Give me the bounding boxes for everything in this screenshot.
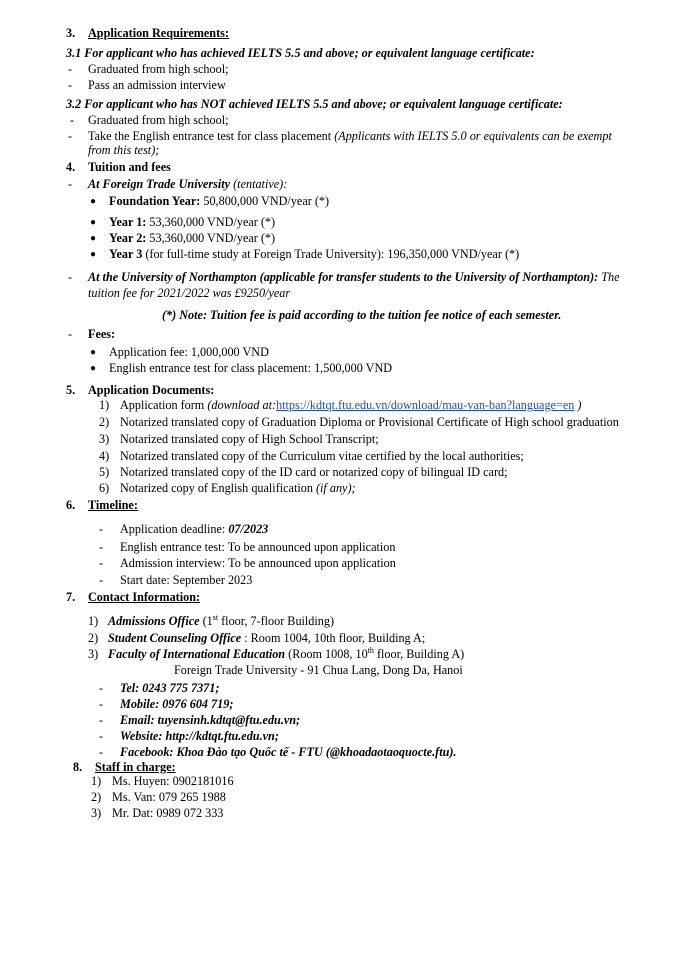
- document-item: Notarized copy of English qualification (if any);: [120, 481, 356, 495]
- northampton-heading: At the University of Northampton (applicable for transfer students to the University of Northampton): The: [88, 270, 620, 284]
- document-item: Notarized translated copy of High School Transcript;: [120, 432, 379, 446]
- dash: -: [68, 177, 73, 191]
- list-number: 4): [99, 449, 110, 463]
- contact-mobile: Mobile: 0976 604 719;: [120, 697, 234, 711]
- requirement-item: Take the English entrance test for class placement (Applicants with IELTS 5.0 or equivalents can be exempt: [88, 129, 612, 143]
- fee-year-2: Year 2: 53,360,000 VND/year (*): [109, 231, 276, 245]
- staff-item: Mr. Dat: 0989 072 333: [112, 806, 224, 820]
- list-number: 6): [99, 481, 110, 495]
- fee-year-1: Year 1: 53,360,000 VND/year (*): [109, 215, 276, 229]
- section-4-title: Tuition and fees: [88, 160, 171, 174]
- section-3-number: 3.: [66, 26, 76, 40]
- dash: -: [99, 573, 104, 587]
- bullet-icon: ●: [90, 363, 97, 374]
- requirement-item: Graduated from high school;: [88, 62, 229, 76]
- list-number: 3): [88, 647, 99, 661]
- dash: -: [99, 697, 104, 711]
- requirement-item: Graduated from high school;: [88, 113, 229, 127]
- list-number: 1): [91, 774, 102, 788]
- dash: -: [68, 327, 73, 341]
- list-number: 5): [99, 465, 110, 479]
- requirement-item: Pass an admission interview: [88, 78, 226, 92]
- list-number: 2): [88, 631, 99, 645]
- section-5-title: Application Documents:: [88, 383, 215, 397]
- section-8-number: 8.: [73, 760, 83, 774]
- dash: -: [99, 729, 104, 743]
- section-6-number: 6.: [66, 498, 76, 512]
- dash: -: [99, 540, 104, 554]
- bullet-icon: ●: [90, 196, 97, 207]
- document-item: Notarized translated copy of Graduation Diploma or Provisional Certificate of High school graduation: [120, 415, 619, 429]
- contact-office: Faculty of International Education (Room 1008, 10th floor, Building A): [108, 645, 465, 661]
- ftu-heading: At Foreign Trade University (tentative):: [88, 177, 288, 191]
- dash: -: [99, 522, 104, 536]
- section-3-title: Application Requirements:: [88, 26, 229, 40]
- list-number: 3): [91, 806, 102, 820]
- section-3-2-heading: 3.2 For applicant who has NOT achieved IELTS 5.5 and above; or equivalent language certificate:: [66, 97, 563, 111]
- timeline-item: Start date: September 2023: [120, 573, 253, 587]
- list-number: 1): [88, 614, 99, 628]
- fee-item: Application fee: 1,000,000 VND: [109, 345, 269, 359]
- dash: -: [68, 129, 73, 143]
- fee-item: English entrance test for class placement: 1,500,000 VND: [109, 361, 393, 375]
- contact-email: Email: tuyensinh.kdtqt@ftu.edu.vn;: [120, 713, 301, 727]
- dash: -: [68, 62, 73, 76]
- staff-item: Ms. Huyen: 0902181016: [112, 774, 234, 788]
- tuition-note: (*) Note: Tuition fee is paid according to the tuition fee notice of each semester.: [162, 308, 562, 322]
- contact-facebook: Facebook: Khoa Đào tạo Quốc tế - FTU (@khoadaotaoquocte.ftu).: [120, 745, 457, 759]
- section-3-1-heading: 3.1 For applicant who has achieved IELTS 5.5 and above; or equivalent language certificate:: [66, 46, 535, 60]
- dash: -: [99, 713, 104, 727]
- document-item: Notarized translated copy of the ID card or notarized copy of bilingual ID card;: [120, 465, 508, 479]
- contact-tel: Tel: 0243 775 7371;: [120, 681, 220, 695]
- section-7-number: 7.: [66, 590, 76, 604]
- section-4-number: 4.: [66, 160, 76, 174]
- bullet-icon: ●: [90, 347, 97, 358]
- bullet-icon: ●: [90, 217, 97, 228]
- bullet-icon: ●: [90, 233, 97, 244]
- staff-item: Ms. Van: 079 265 1988: [112, 790, 226, 804]
- section-8-title: Staff in charge:: [95, 760, 176, 774]
- contact-website: Website: http://kdtqt.ftu.edu.vn;: [120, 729, 279, 743]
- university-address: Foreign Trade University - 91 Chua Lang, Dong Da, Hanoi: [174, 663, 463, 677]
- fees-heading: Fees:: [88, 327, 116, 341]
- timeline-item: Admission interview: To be announced upon application: [120, 556, 396, 570]
- fee-foundation: Foundation Year: 50,800,000 VND/year (*): [109, 194, 330, 208]
- list-number: 3): [99, 432, 110, 446]
- document-item: Application form (download at:https://kdtqt.ftu.edu.vn/download/mau-van-ban?language=en ): [120, 398, 582, 412]
- section-6-title: Timeline:: [88, 498, 138, 512]
- timeline-item: Application deadline: 07/2023: [120, 522, 269, 536]
- section-7-title: Contact Information:: [88, 590, 201, 604]
- list-number: 2): [91, 790, 102, 804]
- contact-office: Student Counseling Office : Room 1004, 10th floor, Building A;: [108, 631, 426, 645]
- requirement-note-continued: from this test);: [88, 143, 160, 157]
- download-link[interactable]: https://kdtqt.ftu.edu.vn/download/mau-van-ban?language=en: [276, 398, 575, 412]
- northampton-fee-text: tuition fee for 2021/2022 was £9250/year: [88, 286, 291, 300]
- contact-office: Admissions Office (1st floor, 7-floor Building): [108, 612, 335, 628]
- list-number: 1): [99, 398, 110, 412]
- dash: -: [99, 681, 104, 695]
- dash: -: [70, 113, 75, 127]
- dash: -: [99, 556, 104, 570]
- list-number: 2): [99, 415, 110, 429]
- timeline-item: English entrance test: To be announced upon application: [120, 540, 396, 554]
- dash: -: [68, 78, 73, 92]
- section-5-number: 5.: [66, 383, 76, 397]
- fee-year-3: Year 3 (for full-time study at Foreign Trade University): 196,350,000 VND/year (*): [109, 247, 520, 261]
- dash: -: [68, 270, 73, 284]
- document-item: Notarized translated copy of the Curriculum vitae certified by the local authorities;: [120, 449, 524, 463]
- bullet-icon: ●: [90, 249, 97, 260]
- dash: -: [99, 745, 104, 759]
